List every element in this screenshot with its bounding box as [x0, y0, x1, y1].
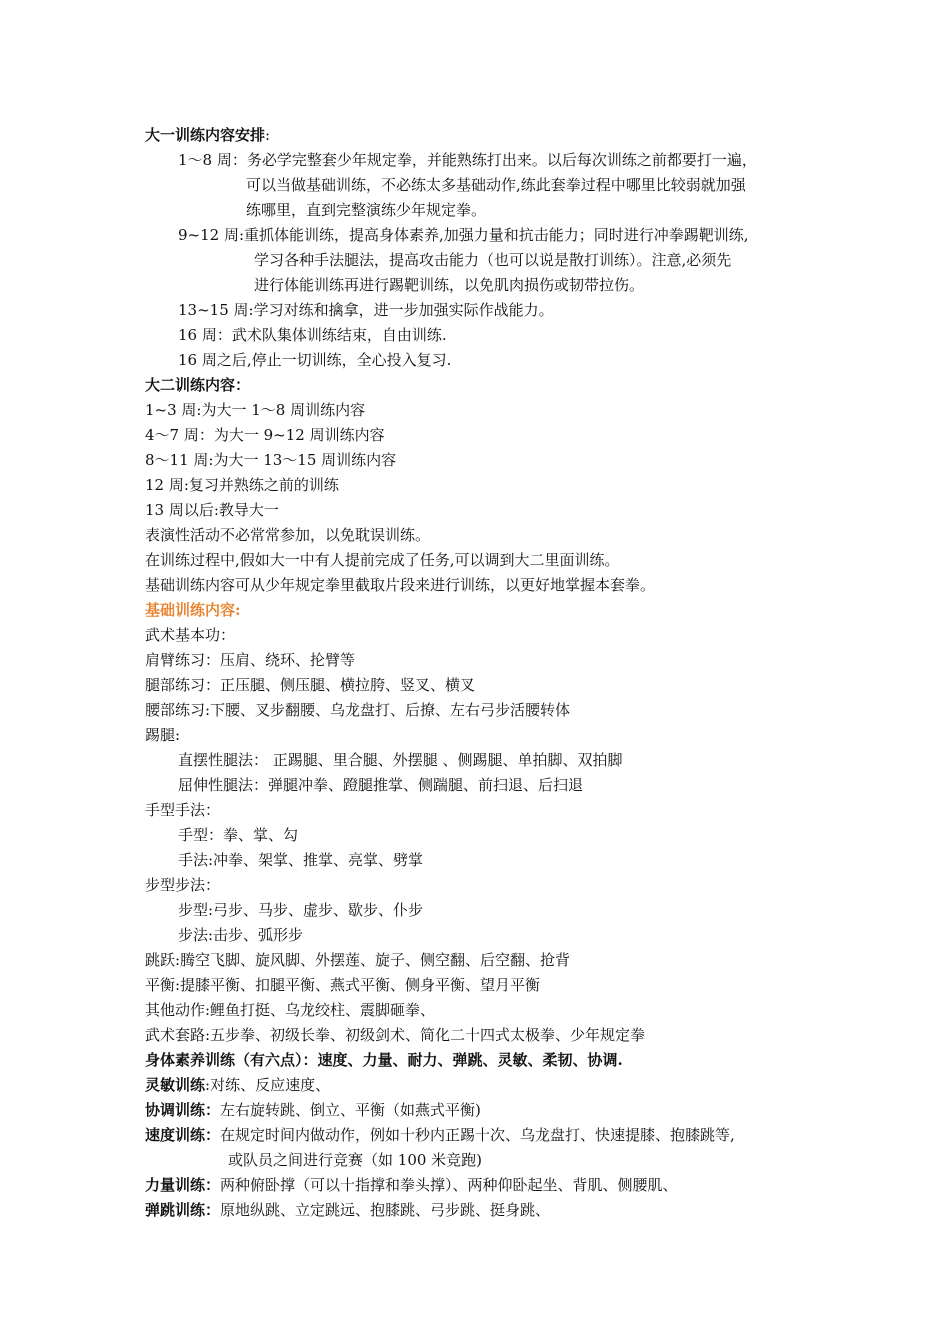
hand-type: 手型：拳、掌、勾 [178, 826, 299, 844]
year1-week9-12-line2: 学习各种手法腿法，提高攻击能力（也可以说是散打训练）。注意,必须先 [254, 251, 732, 269]
speed-text: 在规定时间内做动作，例如十秒内正踢十次、乌龙盘打、快速提膝、抱膝跳等, [220, 1126, 735, 1144]
year2-item: 在训练过程中,假如大一中有人提前完成了任务,可以调到大二里面训练。 [145, 551, 620, 569]
section-heading-year2: 大二训练内容： [145, 376, 251, 394]
hand-method: 手法:冲拳、架掌、推掌、亮掌、劈掌 [178, 851, 424, 869]
year2-item: 4～7 周：为大一 9~12 周训练内容 [145, 426, 385, 444]
waist-exercise: 腰部练习:下腰、叉步翻腰、乌龙盘打、后撩、左右弓步活腰转体 [145, 701, 571, 719]
year1-week1-8-line2: 可以当做基础训练，不必练太多基础动作,练此套拳过程中哪里比较弱就加强 [246, 176, 746, 194]
coordination-text: 左右旋转跳、倒立、平衡（如燕式平衡) [220, 1101, 481, 1119]
year1-heading-text: 大一训练内容安排 [145, 126, 266, 144]
step-heading: 步型步法： [145, 876, 221, 894]
section-heading-year1 [145, 124, 270, 146]
leg-exercise: 腿部练习：正压腿、侧压腿、横拉胯、竖叉、横叉 [145, 676, 476, 694]
coordination-label: 协调训练： [145, 1101, 221, 1119]
year2-item: 8～11 周:为大一 13～15 周训练内容 [145, 451, 397, 469]
year1-week16: 16 周：武术队集体训练结束，自由训练. [178, 326, 447, 344]
speed-training [145, 1124, 735, 1146]
speed-text-continued: 或队员之间进行竞赛（如 100 米竞跑) [228, 1151, 483, 1169]
year2-item: 1~3 周:为大一 1～8 周训练内容 [145, 401, 366, 419]
year2-item: 13 周以后:教导大一 [145, 501, 279, 519]
year1-week1-8-line1: 1～8 周：务必学完整套少年规定拳，并能熟练打出来。以后每次训练之前都要打一遍， [178, 151, 757, 169]
balance-skills: 平衡:提膝平衡、扣腿平衡、燕式平衡、侧身平衡、望月平衡 [145, 976, 541, 994]
year2-item: 基础训练内容可从少年规定拳里截取片段来进行训练，以更好地掌握本套拳。 [145, 576, 656, 594]
step-type: 步型:弓步、马步、虚步、歇步、仆步 [178, 901, 424, 919]
section-heading-basic: 基础训练内容: [145, 601, 241, 619]
hand-heading: 手型手法： [145, 801, 221, 819]
jump-skills: 跳跃:腾空飞脚、旋风脚、外摆莲、旋子、侧空翻、后空翻、抢背 [145, 951, 571, 969]
kick-bend: 屈伸性腿法：弹腿冲拳、蹬腿推掌、侧踹腿、前扫退、后扫退 [178, 776, 584, 794]
kick-straight: 直摆性腿法： 正踢腿、里合腿、外摆腿 、侧踢腿、单拍脚、双拍脚 [178, 751, 623, 769]
speed-label: 速度训练： [145, 1126, 221, 1144]
power-text: 两种俯卧撑（可以十指撑和拳头撑）、两种仰卧起坐、背肌、侧腰肌、 [220, 1176, 678, 1194]
kick-heading: 踢腿: [145, 726, 181, 744]
step-method: 步法:击步、弧形步 [178, 926, 304, 944]
other-moves: 其他动作:鲤鱼打挺、乌龙绞柱、震脚砸拳、 [145, 1001, 436, 1019]
year1-week1-8-line3: 练哪里，直到完整演练少年规定拳。 [246, 201, 487, 219]
shoulder-exercise: 肩臂练习：压肩、绕环、抡臂等 [145, 651, 356, 669]
power-label: 力量训练： [145, 1176, 221, 1194]
agility-text: :对练、反应速度、 [205, 1076, 331, 1094]
year2-item: 12 周:复习并熟练之前的训练 [145, 476, 339, 494]
basic-skills: 武术基本功： [145, 626, 236, 644]
jump-text: 原地纵跳、立定跳远、抱膝跳、弓步跳、挺身跳、 [220, 1201, 551, 1219]
coordination-training [145, 1099, 481, 1121]
year1-heading-colon: : [265, 126, 271, 144]
section-heading-fitness: 身体素养训练（有六点）：速度、力量、耐力、弹跳、灵敏、柔韧、协调. [145, 1051, 623, 1069]
agility-training [145, 1074, 330, 1096]
year1-week9-12-line3: 进行体能训练再进行踢靶训练，以免肌肉损伤或韧带拉伤。 [254, 276, 645, 294]
year1-week9-12-line1: 9~12 周:重抓体能训练，提高身体素养,加强力量和抗击能力；同时进行冲拳踢靶训练, [178, 226, 749, 244]
year1-week13-15: 13~15 周:学习对练和擒拿，进一步加强实际作战能力。 [178, 301, 554, 319]
martial-routines: 武术套路:五步拳、初级长拳、初级剑术、简化二十四式太极拳、少年规定拳 [145, 1026, 646, 1044]
year1-after16: 16 周之后,停止一切训练，全心投入复习. [178, 351, 452, 369]
jump-training [145, 1199, 550, 1221]
jump-label: 弹跳训练： [145, 1201, 221, 1219]
agility-label: 灵敏训练 [145, 1076, 206, 1094]
year2-item: 表演性活动不必常常参加，以免耽误训练。 [145, 526, 431, 544]
power-training [145, 1174, 678, 1196]
